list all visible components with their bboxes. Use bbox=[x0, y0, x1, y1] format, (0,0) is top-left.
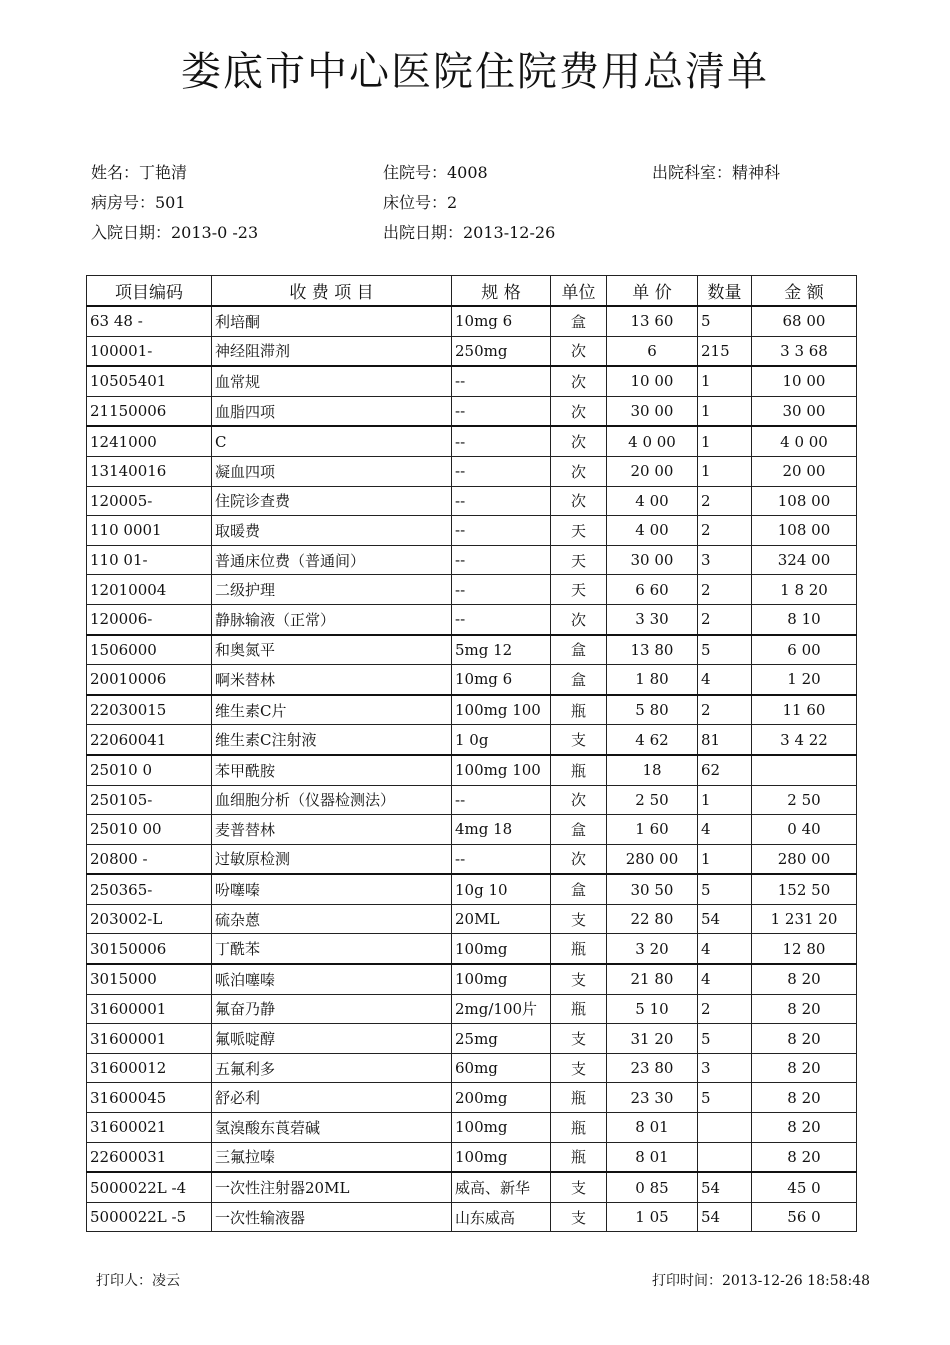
item-code: 31600012 bbox=[87, 1053, 212, 1083]
item-price: 20 00 bbox=[607, 456, 698, 486]
item-name: 硫杂蒽 bbox=[212, 904, 452, 934]
item-amount: 3 4 22 bbox=[752, 725, 857, 755]
item-price: 6 60 bbox=[607, 575, 698, 605]
item-qty: 54 bbox=[698, 1172, 752, 1202]
header-code: 项目编码 bbox=[87, 276, 212, 307]
item-code: 20800 - bbox=[87, 844, 212, 874]
item-spec: 2mg/100片 bbox=[452, 994, 551, 1024]
item-qty: 5 bbox=[698, 306, 752, 336]
item-code: 13140016 bbox=[87, 456, 212, 486]
item-name: 和奥氮平 bbox=[212, 635, 452, 665]
table-row bbox=[87, 725, 857, 755]
item-code: 21150006 bbox=[87, 396, 212, 426]
item-amount: 30 00 bbox=[752, 396, 857, 426]
item-unit: 瓶 bbox=[551, 994, 607, 1024]
table-row bbox=[87, 306, 857, 336]
item-amount: 8 20 bbox=[752, 994, 857, 1024]
item-name: 利培酮 bbox=[212, 306, 452, 336]
table-row bbox=[87, 1083, 857, 1113]
admission-number: 住院号：4008 bbox=[383, 163, 488, 182]
item-spec: -- bbox=[452, 366, 551, 396]
item-qty: 4 bbox=[698, 964, 752, 994]
item-name: 取暖费 bbox=[212, 516, 452, 546]
item-amount: 2 50 bbox=[752, 785, 857, 815]
item-spec: 山东威高 bbox=[452, 1202, 551, 1232]
item-amount: 108 00 bbox=[752, 486, 857, 516]
item-unit: 天 bbox=[551, 575, 607, 605]
table-row bbox=[87, 934, 857, 964]
printer-name: 打印人：凌云 bbox=[96, 1273, 180, 1289]
header-qty: 数量 bbox=[698, 276, 752, 307]
item-spec: 100mg bbox=[452, 1113, 551, 1143]
item-name: 一次性注射器20ML bbox=[212, 1172, 452, 1202]
item-price: 21 80 bbox=[607, 964, 698, 994]
item-code: 31600045 bbox=[87, 1083, 212, 1113]
item-unit: 瓶 bbox=[551, 695, 607, 725]
item-code: 1506000 bbox=[87, 635, 212, 665]
item-qty: 54 bbox=[698, 904, 752, 934]
item-name: 维生素C片 bbox=[212, 695, 452, 725]
patient-name: 姓名：丁艳清 bbox=[91, 163, 188, 182]
item-code: 100001- bbox=[87, 336, 212, 366]
item-unit: 次 bbox=[551, 844, 607, 874]
item-code: 110 01- bbox=[87, 545, 212, 575]
item-name: 麦普替林 bbox=[212, 815, 452, 845]
item-amount: 324 00 bbox=[752, 545, 857, 575]
item-unit: 盒 bbox=[551, 306, 607, 336]
item-unit: 次 bbox=[551, 426, 607, 456]
item-price: 30 00 bbox=[607, 396, 698, 426]
item-name: C bbox=[212, 426, 452, 456]
item-price: 1 80 bbox=[607, 665, 698, 695]
item-price: 5 10 bbox=[607, 994, 698, 1024]
item-qty: 1 bbox=[698, 456, 752, 486]
item-spec: 250mg bbox=[452, 336, 551, 366]
discharge-date: 出院日期：2013-12-26 bbox=[383, 223, 556, 242]
item-qty: 2 bbox=[698, 994, 752, 1024]
item-price: 18 bbox=[607, 755, 698, 785]
item-qty: 1 bbox=[698, 785, 752, 815]
item-name: 神经阻滞剂 bbox=[212, 336, 452, 366]
item-spec: 20ML bbox=[452, 904, 551, 934]
item-unit: 天 bbox=[551, 516, 607, 546]
item-amount: 12 80 bbox=[752, 934, 857, 964]
document-title: 娄底市中心医院住院费用总清单 bbox=[181, 49, 769, 95]
item-amount: 56 0 bbox=[752, 1202, 857, 1232]
item-amount: 3 3 68 bbox=[752, 336, 857, 366]
item-qty: 5 bbox=[698, 1024, 752, 1054]
item-name: 普通床位费（普通间） bbox=[212, 545, 452, 575]
item-qty: 3 bbox=[698, 545, 752, 575]
table-row bbox=[87, 994, 857, 1024]
item-amount: 1 20 bbox=[752, 665, 857, 695]
table-row bbox=[87, 516, 857, 546]
item-amount: 8 20 bbox=[752, 1024, 857, 1054]
table-row bbox=[87, 456, 857, 486]
item-amount: 152 50 bbox=[752, 874, 857, 904]
item-price: 4 00 bbox=[607, 486, 698, 516]
item-code: 22060041 bbox=[87, 725, 212, 755]
item-spec: -- bbox=[452, 575, 551, 605]
item-amount: 8 20 bbox=[752, 1113, 857, 1143]
item-qty: 5 bbox=[698, 1083, 752, 1113]
item-unit: 支 bbox=[551, 1172, 607, 1202]
item-unit: 瓶 bbox=[551, 934, 607, 964]
discharge-department: 出院科室：精神科 bbox=[652, 163, 781, 182]
item-spec: 威高、新华 bbox=[452, 1172, 551, 1202]
header-spec: 规 格 bbox=[452, 276, 551, 307]
item-spec: 100mg 100 bbox=[452, 755, 551, 785]
item-name: 二级护理 bbox=[212, 575, 452, 605]
item-unit: 瓶 bbox=[551, 755, 607, 785]
item-name: 丁酰苯 bbox=[212, 934, 452, 964]
table-row bbox=[87, 396, 857, 426]
item-amount: 280 00 bbox=[752, 844, 857, 874]
item-qty: 54 bbox=[698, 1202, 752, 1232]
item-price: 13 60 bbox=[607, 306, 698, 336]
item-qty: 1 bbox=[698, 396, 752, 426]
table-row bbox=[87, 695, 857, 725]
item-unit: 支 bbox=[551, 904, 607, 934]
item-price: 30 50 bbox=[607, 874, 698, 904]
item-unit: 次 bbox=[551, 336, 607, 366]
item-spec: -- bbox=[452, 785, 551, 815]
item-spec: 200mg bbox=[452, 1083, 551, 1113]
item-spec: -- bbox=[452, 844, 551, 874]
item-code: 250365- bbox=[87, 874, 212, 904]
item-code: 12010004 bbox=[87, 575, 212, 605]
item-name: 苯甲酰胺 bbox=[212, 755, 452, 785]
print-time: 打印时间：2013-12-26 18:58:48 bbox=[652, 1273, 871, 1289]
table-row bbox=[87, 635, 857, 665]
item-spec: 60mg bbox=[452, 1053, 551, 1083]
ward-number: 病房号：501 bbox=[91, 193, 186, 212]
item-code: 63 48 - bbox=[87, 306, 212, 336]
item-code: 25010 0 bbox=[87, 755, 212, 785]
item-name: 哌泊噻嗪 bbox=[212, 964, 452, 994]
item-unit: 盒 bbox=[551, 874, 607, 904]
item-unit: 次 bbox=[551, 396, 607, 426]
item-code: 1241000 bbox=[87, 426, 212, 456]
item-unit: 次 bbox=[551, 486, 607, 516]
table-row bbox=[87, 604, 857, 634]
item-price: 8 01 bbox=[607, 1142, 698, 1172]
item-price: 2 50 bbox=[607, 785, 698, 815]
item-qty: 62 bbox=[698, 755, 752, 785]
item-spec: 1 0g bbox=[452, 725, 551, 755]
item-price: 8 01 bbox=[607, 1113, 698, 1143]
item-name: 氟哌啶醇 bbox=[212, 1024, 452, 1054]
item-amount: 11 60 bbox=[752, 695, 857, 725]
item-amount: 8 10 bbox=[752, 604, 857, 634]
item-price: 30 00 bbox=[607, 545, 698, 575]
item-name: 吩噻嗪 bbox=[212, 874, 452, 904]
item-name: 一次性输液器 bbox=[212, 1202, 452, 1232]
item-price: 31 20 bbox=[607, 1024, 698, 1054]
item-name: 凝血四项 bbox=[212, 456, 452, 486]
item-qty: 3 bbox=[698, 1053, 752, 1083]
item-unit: 盒 bbox=[551, 815, 607, 845]
item-spec: -- bbox=[452, 516, 551, 546]
item-name: 氢溴酸东莨菪碱 bbox=[212, 1113, 452, 1143]
item-spec: 10mg 6 bbox=[452, 306, 551, 336]
item-unit: 次 bbox=[551, 604, 607, 634]
item-code: 250105- bbox=[87, 785, 212, 815]
table-row bbox=[87, 1053, 857, 1083]
item-amount: 4 0 00 bbox=[752, 426, 857, 456]
item-qty bbox=[698, 1113, 752, 1143]
item-code: 5000022L -4 bbox=[87, 1172, 212, 1202]
item-price: 3 20 bbox=[607, 934, 698, 964]
item-amount: 20 00 bbox=[752, 456, 857, 486]
fee-table bbox=[86, 275, 857, 1232]
item-unit: 瓶 bbox=[551, 1113, 607, 1143]
item-name: 三氟拉嗪 bbox=[212, 1142, 452, 1172]
header-item: 收 费 项 目 bbox=[212, 276, 452, 307]
item-code: 31600001 bbox=[87, 994, 212, 1024]
item-code: 3015000 bbox=[87, 964, 212, 994]
item-price: 5 80 bbox=[607, 695, 698, 725]
item-price: 4 62 bbox=[607, 725, 698, 755]
item-name: 过敏原检测 bbox=[212, 844, 452, 874]
item-price: 13 80 bbox=[607, 635, 698, 665]
bed-number: 床位号：2 bbox=[383, 193, 458, 212]
item-name: 氟奋乃静 bbox=[212, 994, 452, 1024]
table-row bbox=[87, 874, 857, 904]
item-name: 啊米替林 bbox=[212, 665, 452, 695]
item-spec: 100mg 100 bbox=[452, 695, 551, 725]
table-row bbox=[87, 366, 857, 396]
item-spec: 100mg bbox=[452, 964, 551, 994]
item-qty: 2 bbox=[698, 486, 752, 516]
table-row bbox=[87, 1202, 857, 1232]
item-spec: 10mg 6 bbox=[452, 665, 551, 695]
item-code: 22030015 bbox=[87, 695, 212, 725]
item-spec: 100mg bbox=[452, 934, 551, 964]
item-amount: 8 20 bbox=[752, 964, 857, 994]
item-unit: 盒 bbox=[551, 635, 607, 665]
item-spec: 10g 10 bbox=[452, 874, 551, 904]
table-row bbox=[87, 575, 857, 605]
item-amount: 1 231 20 bbox=[752, 904, 857, 934]
admit-date: 入院日期：2013-0 -23 bbox=[91, 223, 259, 242]
item-unit: 瓶 bbox=[551, 1142, 607, 1172]
item-amount: 6 00 bbox=[752, 635, 857, 665]
item-price: 0 85 bbox=[607, 1172, 698, 1202]
item-qty: 4 bbox=[698, 934, 752, 964]
table-row bbox=[87, 1113, 857, 1143]
item-qty: 2 bbox=[698, 604, 752, 634]
item-amount: 68 00 bbox=[752, 306, 857, 336]
item-amount: 8 20 bbox=[752, 1142, 857, 1172]
item-unit: 支 bbox=[551, 725, 607, 755]
item-price: 3 30 bbox=[607, 604, 698, 634]
item-unit: 次 bbox=[551, 785, 607, 815]
item-unit: 盒 bbox=[551, 665, 607, 695]
item-name: 静脉输液（正常） bbox=[212, 604, 452, 634]
item-amount bbox=[752, 755, 857, 785]
table-row bbox=[87, 785, 857, 815]
item-name: 血细胞分析（仪器检测法） bbox=[212, 785, 452, 815]
item-unit: 支 bbox=[551, 1202, 607, 1232]
table-row bbox=[87, 1024, 857, 1054]
item-unit: 支 bbox=[551, 964, 607, 994]
table-row bbox=[87, 426, 857, 456]
item-unit: 次 bbox=[551, 456, 607, 486]
table-row bbox=[87, 815, 857, 845]
table-row bbox=[87, 1172, 857, 1202]
item-code: 203002-L bbox=[87, 904, 212, 934]
table-row bbox=[87, 964, 857, 994]
item-qty: 1 bbox=[698, 844, 752, 874]
table-header bbox=[87, 276, 857, 307]
item-spec: -- bbox=[452, 426, 551, 456]
table-row bbox=[87, 665, 857, 695]
table-row bbox=[87, 336, 857, 366]
item-spec: -- bbox=[452, 545, 551, 575]
item-qty: 5 bbox=[698, 874, 752, 904]
table-row bbox=[87, 755, 857, 785]
item-name: 血脂四项 bbox=[212, 396, 452, 426]
item-unit: 支 bbox=[551, 1053, 607, 1083]
item-price: 22 80 bbox=[607, 904, 698, 934]
item-name: 舒必利 bbox=[212, 1083, 452, 1113]
header-unit: 单位 bbox=[551, 276, 607, 307]
table-row bbox=[87, 545, 857, 575]
item-unit: 支 bbox=[551, 1024, 607, 1054]
item-amount: 10 00 bbox=[752, 366, 857, 396]
table-row bbox=[87, 904, 857, 934]
item-code: 5000022L -5 bbox=[87, 1202, 212, 1232]
item-code: 30150006 bbox=[87, 934, 212, 964]
item-amount: 0 40 bbox=[752, 815, 857, 845]
item-qty: 1 bbox=[698, 366, 752, 396]
header-amount: 金 额 bbox=[752, 276, 857, 307]
item-price: 10 00 bbox=[607, 366, 698, 396]
table-row bbox=[87, 1142, 857, 1172]
item-code: 25010 00 bbox=[87, 815, 212, 845]
item-price: 23 30 bbox=[607, 1083, 698, 1113]
item-qty: 2 bbox=[698, 695, 752, 725]
item-price: 280 00 bbox=[607, 844, 698, 874]
item-code: 22600031 bbox=[87, 1142, 212, 1172]
table-row bbox=[87, 486, 857, 516]
item-amount: 108 00 bbox=[752, 516, 857, 546]
item-code: 120005- bbox=[87, 486, 212, 516]
item-qty: 215 bbox=[698, 336, 752, 366]
item-price: 1 60 bbox=[607, 815, 698, 845]
item-name: 维生素C注射液 bbox=[212, 725, 452, 755]
item-price: 4 0 00 bbox=[607, 426, 698, 456]
item-spec: -- bbox=[452, 396, 551, 426]
item-qty: 5 bbox=[698, 635, 752, 665]
item-code: 31600021 bbox=[87, 1113, 212, 1143]
item-code: 120006- bbox=[87, 604, 212, 634]
item-spec: -- bbox=[452, 486, 551, 516]
item-amount: 8 20 bbox=[752, 1053, 857, 1083]
item-amount: 8 20 bbox=[752, 1083, 857, 1113]
item-qty: 2 bbox=[698, 575, 752, 605]
item-spec: 100mg bbox=[452, 1142, 551, 1172]
item-spec: -- bbox=[452, 456, 551, 486]
item-qty: 1 bbox=[698, 426, 752, 456]
item-code: 110 0001 bbox=[87, 516, 212, 546]
item-amount: 45 0 bbox=[752, 1172, 857, 1202]
item-code: 20010006 bbox=[87, 665, 212, 695]
item-price: 23 80 bbox=[607, 1053, 698, 1083]
item-qty bbox=[698, 1142, 752, 1172]
item-amount: 1 8 20 bbox=[752, 575, 857, 605]
item-unit: 次 bbox=[551, 366, 607, 396]
item-qty: 4 bbox=[698, 665, 752, 695]
item-name: 住院诊查费 bbox=[212, 486, 452, 516]
item-qty: 4 bbox=[698, 815, 752, 845]
item-price: 6 bbox=[607, 336, 698, 366]
item-code: 31600001 bbox=[87, 1024, 212, 1054]
item-name: 五氟利多 bbox=[212, 1053, 452, 1083]
item-qty: 81 bbox=[698, 725, 752, 755]
item-unit: 天 bbox=[551, 545, 607, 575]
item-price: 1 05 bbox=[607, 1202, 698, 1232]
table-row bbox=[87, 844, 857, 874]
item-qty: 2 bbox=[698, 516, 752, 546]
item-spec: -- bbox=[452, 604, 551, 634]
item-name: 血常规 bbox=[212, 366, 452, 396]
item-spec: 25mg bbox=[452, 1024, 551, 1054]
header-price: 单 价 bbox=[607, 276, 698, 307]
item-unit: 瓶 bbox=[551, 1083, 607, 1113]
item-spec: 5mg 12 bbox=[452, 635, 551, 665]
item-spec: 4mg 18 bbox=[452, 815, 551, 845]
item-code: 10505401 bbox=[87, 366, 212, 396]
item-price: 4 00 bbox=[607, 516, 698, 546]
